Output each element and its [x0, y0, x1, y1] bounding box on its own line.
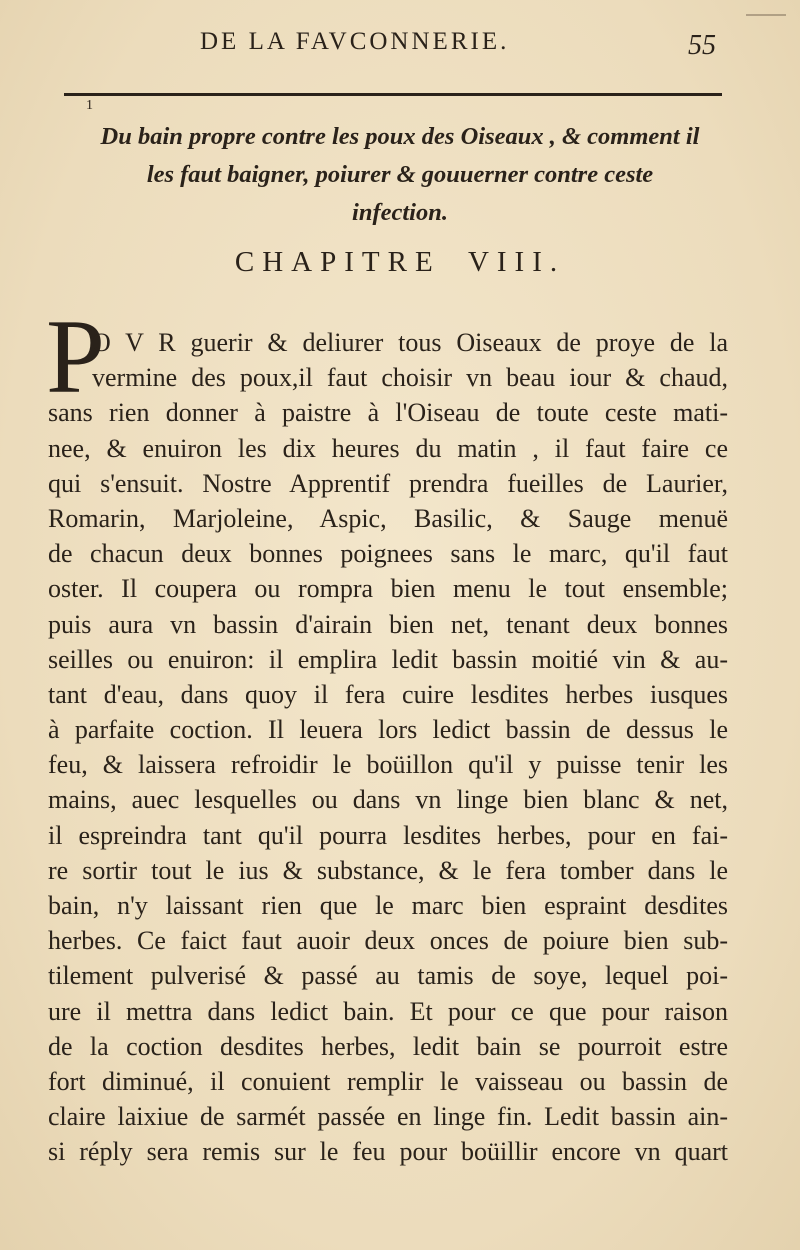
- edge-mark: [746, 14, 786, 16]
- body-text: [48, 325, 728, 1170]
- header-rule: [64, 93, 722, 96]
- text-line: oster. Il coupera ou rompra bien menu le tout ensemble;: [48, 574, 728, 604]
- text-line: O V R guerir & deliurer tous Oiseaux de proye de la: [92, 328, 728, 357]
- rule-mark: 1: [86, 98, 93, 113]
- text-line: nee, & enuiron les dix heures du matin , il faut faire ce: [48, 433, 728, 463]
- text-line: il espreindra tant qu'il pourra lesdites herbes, pour en fai-: [48, 820, 728, 850]
- text-line: tant d'eau, dans quoy il fera cuire lesdites herbes iusques: [48, 679, 728, 709]
- text-line: mains, auec lesquelles ou dans vn linge bien blanc & net,: [48, 785, 728, 815]
- text-line: puis aura vn bassin d'airain bien net, tenant deux bonnes: [48, 609, 728, 639]
- chapter-title: [0, 246, 800, 279]
- text-line: vermine des poux,il faut choisir vn beau iour & chaud,: [92, 363, 728, 393]
- text-line: feu, & laissera refroidir le boüillon qu'il y puisse tenir les: [48, 750, 728, 780]
- heading-line: infection.: [352, 199, 448, 226]
- heading-line: les faut baigner, poiurer & gouuerner contre ceste: [146, 161, 654, 188]
- running-title: DE LA FAVCONNERIE.: [200, 28, 510, 55]
- text-line: fort diminué, il conuient remplir le vaisseau ou bassin de: [48, 1066, 728, 1096]
- text-line: Romarin, Marjoleine, Aspic, Basilic, & Sauge menuë: [48, 503, 728, 533]
- text-line: seilles ou enuiron: il emplira ledit bassin moitié vin & au-: [48, 644, 728, 674]
- text-line: si réply sera remis sur le feu pour boüillir encore vn quart: [48, 1137, 728, 1167]
- heading-line: Du bain propre contre les poux des Oiseaux , & comment il: [100, 123, 700, 150]
- text-line: herbes. Ce faict faut auoir deux onces de poiure bien sub-: [48, 926, 728, 956]
- text-line: tilement pulverisé & passé au tamis de soye, lequel poi-: [48, 961, 728, 991]
- page-number: 55: [688, 30, 716, 61]
- text-line: sans rien donner à paistre à l'Oiseau de toute ceste mati-: [48, 398, 728, 428]
- text-line: à parfaite coction. Il leuera lors ledict bassin de dessus le: [48, 715, 728, 745]
- text-line: re sortir tout le ius & substance, & le fera tomber dans le: [48, 855, 728, 885]
- text-line: ure il mettra dans ledict bain. Et pour ce que pour raison: [48, 996, 728, 1026]
- text-line: qui s'ensuit. Nostre Apprentif prendra fueilles de Laurier,: [48, 468, 728, 498]
- text-line: bain, n'y laissant rien que le marc bien espraint desdites: [48, 891, 728, 920]
- chapter-label: CHAPITRE: [234, 246, 441, 278]
- drop-cap: P: [46, 298, 105, 415]
- chapter-number: VIII.: [467, 246, 566, 278]
- section-heading: [40, 118, 760, 232]
- running-head: [0, 24, 800, 64]
- text-line: claire laixiue de sarmét passée en linge fin. Ledit bassin ain-: [48, 1102, 728, 1132]
- text-line: de chacun deux bonnes poignees sans le marc, qu'il faut: [48, 539, 728, 569]
- text-line: de la coction desdites herbes, ledit bain se pourroit estre: [48, 1031, 728, 1061]
